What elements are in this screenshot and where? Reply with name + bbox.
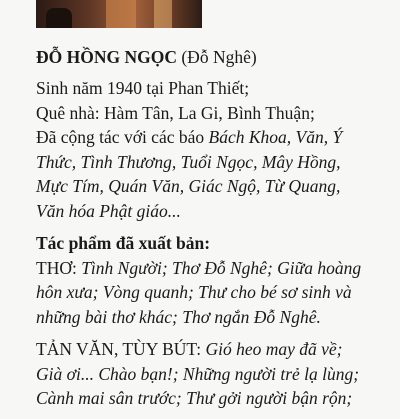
poetry-titles: Tình Người; Thơ Đỗ Nghê; Giữa hoàng bbox=[81, 257, 362, 278]
poetry-titles: hôn xưa; Vòng quanh; Thư cho bé sơ sinh và bbox=[36, 282, 352, 302]
bio-journals: Mực Tím, Quán Văn, Giác Ngộ, Từ Quang, bbox=[36, 176, 341, 196]
author-photo bbox=[36, 0, 202, 28]
prose-titles: Già ơi... Chào bạn!; Những người trẻ lạ lùng; bbox=[36, 363, 360, 384]
prose-titles: Gió heo may đã về; bbox=[205, 339, 343, 359]
poetry-section bbox=[36, 256, 396, 330]
bio-paragraph bbox=[36, 76, 396, 223]
poetry-titles: những bài thơ khác; Thơ ngắn Đỗ Nghê. bbox=[36, 306, 321, 327]
author-name: ĐỖ HỒNG NGỌC bbox=[36, 47, 177, 67]
prose-line bbox=[36, 362, 396, 387]
poetry-line bbox=[36, 280, 396, 305]
prose-section bbox=[36, 337, 396, 411]
bio-journals: Bách Khoa, Văn, Ý bbox=[208, 127, 343, 147]
works-heading: Tác phẩm đã xuất bản: bbox=[36, 233, 211, 253]
author-bio-section bbox=[36, 44, 396, 419]
photo-detail bbox=[106, 0, 136, 28]
bio-journals-line bbox=[36, 199, 396, 224]
bio-journals: Văn hóa Phật giáo... bbox=[36, 200, 181, 221]
photo-figure bbox=[46, 8, 72, 28]
bio-birth: Sinh năm 1940 tại Phan Thiết; bbox=[36, 78, 250, 98]
author-pen-name: (Đỗ Nghê) bbox=[181, 47, 257, 67]
prose-line bbox=[36, 386, 396, 411]
bio-hometown: Quê nhà: Hàm Tân, La Gi, Bình Thuận; bbox=[36, 102, 315, 123]
poetry-line bbox=[36, 256, 396, 281]
poetry-label: THƠ: bbox=[36, 257, 82, 278]
prose-titles: Cành mai sân trước; Thư gởi người bận rộn; bbox=[36, 388, 353, 408]
bio-journals-line bbox=[36, 174, 396, 199]
photo-detail bbox=[154, 0, 172, 28]
bio-collab-line bbox=[36, 125, 396, 150]
poetry-line bbox=[36, 305, 396, 330]
author-title bbox=[36, 44, 396, 70]
prose-label: TẢN VĂN, TÙY BÚT: bbox=[36, 339, 206, 359]
bio-journals: Thức, Tình Thương, Tuổi Ngọc, Mây Hồng, bbox=[36, 151, 341, 172]
bio-collab-prefix: Đã cộng tác với các báo bbox=[36, 127, 209, 147]
bio-journals-line bbox=[36, 150, 396, 175]
prose-line bbox=[36, 337, 396, 362]
